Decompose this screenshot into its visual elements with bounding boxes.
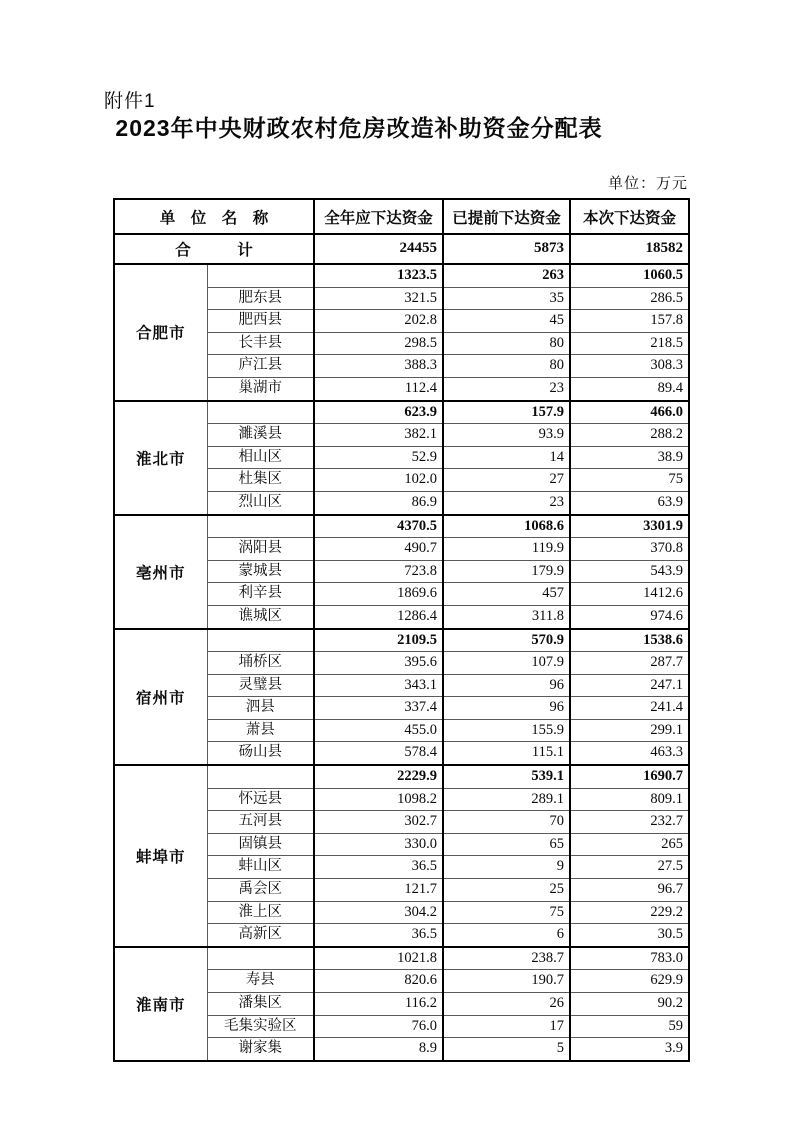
- value-cell: 52.9: [314, 446, 443, 469]
- county-name-cell-empty: [207, 947, 314, 970]
- value-cell: 543.9: [570, 560, 689, 583]
- value-cell: 116.2: [314, 993, 443, 1016]
- group-summary-value: 1323.5: [314, 264, 443, 287]
- total-label: 合 计: [114, 234, 314, 264]
- value-cell: 457: [443, 583, 570, 606]
- group-summary-row: [114, 947, 689, 970]
- value-cell: 1412.6: [570, 583, 689, 606]
- city-name-cell: 宿州市: [114, 629, 207, 766]
- value-cell: 578.4: [314, 742, 443, 765]
- city-name-cell: 亳州市: [114, 515, 207, 629]
- value-cell: 3.9: [570, 1038, 689, 1061]
- allocation-table: [113, 198, 690, 1062]
- value-cell: 247.1: [570, 674, 689, 697]
- value-cell: 809.1: [570, 788, 689, 811]
- county-name-cell: 长丰县: [207, 332, 314, 355]
- value-cell: 308.3: [570, 355, 689, 378]
- value-cell: 25: [443, 879, 570, 902]
- value-cell: 17: [443, 1015, 570, 1038]
- city-name-cell: 淮北市: [114, 401, 207, 515]
- column-header-unit-name: 单 位 名 称: [114, 199, 314, 234]
- county-name-cell: 怀远县: [207, 788, 314, 811]
- value-cell: 36.5: [314, 856, 443, 879]
- county-name-cell-empty: [207, 401, 314, 424]
- county-name-cell: 相山区: [207, 446, 314, 469]
- total-value: 5873: [443, 234, 570, 264]
- group-summary-value: 2229.9: [314, 765, 443, 788]
- group-summary-value: 1021.8: [314, 947, 443, 970]
- group-summary-value: 466.0: [570, 401, 689, 424]
- county-name-cell: 灵璧县: [207, 674, 314, 697]
- city-name-cell: 蚌埠市: [114, 765, 207, 947]
- value-cell: 38.9: [570, 446, 689, 469]
- value-cell: 5: [443, 1038, 570, 1061]
- total-row: [114, 234, 689, 264]
- value-cell: 202.8: [314, 310, 443, 333]
- value-cell: 107.9: [443, 652, 570, 675]
- county-name-cell: 固镇县: [207, 833, 314, 856]
- value-cell: 26: [443, 993, 570, 1016]
- value-cell: 96.7: [570, 879, 689, 902]
- value-cell: 75: [443, 901, 570, 924]
- value-cell: 59: [570, 1015, 689, 1038]
- group-summary-value: 1068.6: [443, 515, 570, 538]
- value-cell: 1286.4: [314, 605, 443, 628]
- group-summary-value: 539.1: [443, 765, 570, 788]
- attachment-label: 附件1: [104, 91, 156, 112]
- county-name-cell: 濉溪县: [207, 424, 314, 447]
- value-cell: 65: [443, 833, 570, 856]
- value-cell: 337.4: [314, 697, 443, 720]
- value-cell: 370.8: [570, 538, 689, 561]
- group-summary-value: 570.9: [443, 629, 570, 652]
- value-cell: 229.2: [570, 901, 689, 924]
- value-cell: 302.7: [314, 811, 443, 834]
- value-cell: 102.0: [314, 469, 443, 492]
- value-cell: 93.9: [443, 424, 570, 447]
- group-summary-value: 238.7: [443, 947, 570, 970]
- county-name-cell: 烈山区: [207, 491, 314, 514]
- value-cell: 388.3: [314, 355, 443, 378]
- value-cell: 723.8: [314, 560, 443, 583]
- county-name-cell: 淮上区: [207, 901, 314, 924]
- value-cell: 463.3: [570, 742, 689, 765]
- value-cell: 298.5: [314, 332, 443, 355]
- value-cell: 311.8: [443, 605, 570, 628]
- county-name-cell: 谯城区: [207, 605, 314, 628]
- column-header-advance-funds: 已提前下达资金: [443, 199, 570, 234]
- county-name-cell: 巢湖市: [207, 377, 314, 400]
- table-header-row: [114, 199, 689, 234]
- group-summary-value: 263: [443, 264, 570, 287]
- county-name-cell-empty: [207, 629, 314, 652]
- value-cell: 14: [443, 446, 570, 469]
- value-cell: 96: [443, 674, 570, 697]
- value-cell: 119.9: [443, 538, 570, 561]
- group-summary-value: 3301.9: [570, 515, 689, 538]
- value-cell: 45: [443, 310, 570, 333]
- value-cell: 218.5: [570, 332, 689, 355]
- value-cell: 289.1: [443, 788, 570, 811]
- group-summary-value: 1060.5: [570, 264, 689, 287]
- value-cell: 395.6: [314, 652, 443, 675]
- value-cell: 89.4: [570, 377, 689, 400]
- city-name-cell: 合肥市: [114, 264, 207, 401]
- county-name-cell: 潘集区: [207, 993, 314, 1016]
- value-cell: 179.9: [443, 560, 570, 583]
- county-name-cell: 蒙城县: [207, 560, 314, 583]
- column-header-annual-funds: 全年应下达资金: [314, 199, 443, 234]
- value-cell: 90.2: [570, 993, 689, 1016]
- total-value: 24455: [314, 234, 443, 264]
- value-cell: 80: [443, 332, 570, 355]
- group-summary-value: 1690.7: [570, 765, 689, 788]
- value-cell: 330.0: [314, 833, 443, 856]
- county-name-cell-empty: [207, 264, 314, 287]
- value-cell: 27.5: [570, 856, 689, 879]
- county-name-cell: 肥东县: [207, 287, 314, 310]
- value-cell: 1869.6: [314, 583, 443, 606]
- county-name-cell: 高新区: [207, 924, 314, 947]
- value-cell: 75: [570, 469, 689, 492]
- value-cell: 35: [443, 287, 570, 310]
- value-cell: 27: [443, 469, 570, 492]
- group-summary-row: [114, 515, 689, 538]
- value-cell: 6: [443, 924, 570, 947]
- group-summary-row: [114, 629, 689, 652]
- column-header-current-funds: 本次下达资金: [570, 199, 689, 234]
- county-name-cell: 蚌山区: [207, 856, 314, 879]
- value-cell: 382.1: [314, 424, 443, 447]
- county-name-cell: 利辛县: [207, 583, 314, 606]
- value-cell: 36.5: [314, 924, 443, 947]
- county-name-cell: 萧县: [207, 719, 314, 742]
- value-cell: 232.7: [570, 811, 689, 834]
- table-body: [114, 234, 689, 1061]
- county-name-cell: 庐江县: [207, 355, 314, 378]
- county-name-cell: 禹会区: [207, 879, 314, 902]
- value-cell: 241.4: [570, 697, 689, 720]
- value-cell: 96: [443, 697, 570, 720]
- value-cell: 121.7: [314, 879, 443, 902]
- value-cell: 155.9: [443, 719, 570, 742]
- county-name-cell: 杜集区: [207, 469, 314, 492]
- county-name-cell: 肥西县: [207, 310, 314, 333]
- value-cell: 157.8: [570, 310, 689, 333]
- value-cell: 63.9: [570, 491, 689, 514]
- value-cell: 115.1: [443, 742, 570, 765]
- value-cell: 455.0: [314, 719, 443, 742]
- county-name-cell: 毛集实验区: [207, 1015, 314, 1038]
- value-cell: 1098.2: [314, 788, 443, 811]
- county-name-cell: 涡阳县: [207, 538, 314, 561]
- group-summary-value: 1538.6: [570, 629, 689, 652]
- unit-note: 单位：万元: [607, 176, 688, 192]
- group-summary-value: 157.9: [443, 401, 570, 424]
- county-name-cell-empty: [207, 515, 314, 538]
- value-cell: 287.7: [570, 652, 689, 675]
- value-cell: 23: [443, 491, 570, 514]
- value-cell: 304.2: [314, 901, 443, 924]
- value-cell: 343.1: [314, 674, 443, 697]
- city-name-cell: 淮南市: [114, 947, 207, 1061]
- value-cell: 490.7: [314, 538, 443, 561]
- group-summary-value: 4370.5: [314, 515, 443, 538]
- value-cell: 86.9: [314, 491, 443, 514]
- value-cell: 265: [570, 833, 689, 856]
- value-cell: 299.1: [570, 719, 689, 742]
- group-summary-value: 783.0: [570, 947, 689, 970]
- page-title: 2023年中央财政农村危房改造补助资金分配表: [115, 115, 603, 141]
- value-cell: 190.7: [443, 970, 570, 993]
- group-summary-row: [114, 264, 689, 287]
- value-cell: 8.9: [314, 1038, 443, 1061]
- county-name-cell: 五河县: [207, 811, 314, 834]
- county-name-cell: 泗县: [207, 697, 314, 720]
- value-cell: 820.6: [314, 970, 443, 993]
- value-cell: 23: [443, 377, 570, 400]
- county-name-cell: 砀山县: [207, 742, 314, 765]
- group-summary-value: 2109.5: [314, 629, 443, 652]
- value-cell: 974.6: [570, 605, 689, 628]
- county-name-cell: 埇桥区: [207, 652, 314, 675]
- value-cell: 112.4: [314, 377, 443, 400]
- group-summary-row: [114, 765, 689, 788]
- group-summary-row: [114, 401, 689, 424]
- county-name-cell: 寿县: [207, 970, 314, 993]
- total-value: 18582: [570, 234, 689, 264]
- value-cell: 70: [443, 811, 570, 834]
- value-cell: 288.2: [570, 424, 689, 447]
- value-cell: 30.5: [570, 924, 689, 947]
- value-cell: 321.5: [314, 287, 443, 310]
- value-cell: 286.5: [570, 287, 689, 310]
- group-summary-value: 623.9: [314, 401, 443, 424]
- county-name-cell-empty: [207, 765, 314, 788]
- value-cell: 80: [443, 355, 570, 378]
- value-cell: 9: [443, 856, 570, 879]
- value-cell: 76.0: [314, 1015, 443, 1038]
- value-cell: 629.9: [570, 970, 689, 993]
- county-name-cell: 谢家集: [207, 1038, 314, 1061]
